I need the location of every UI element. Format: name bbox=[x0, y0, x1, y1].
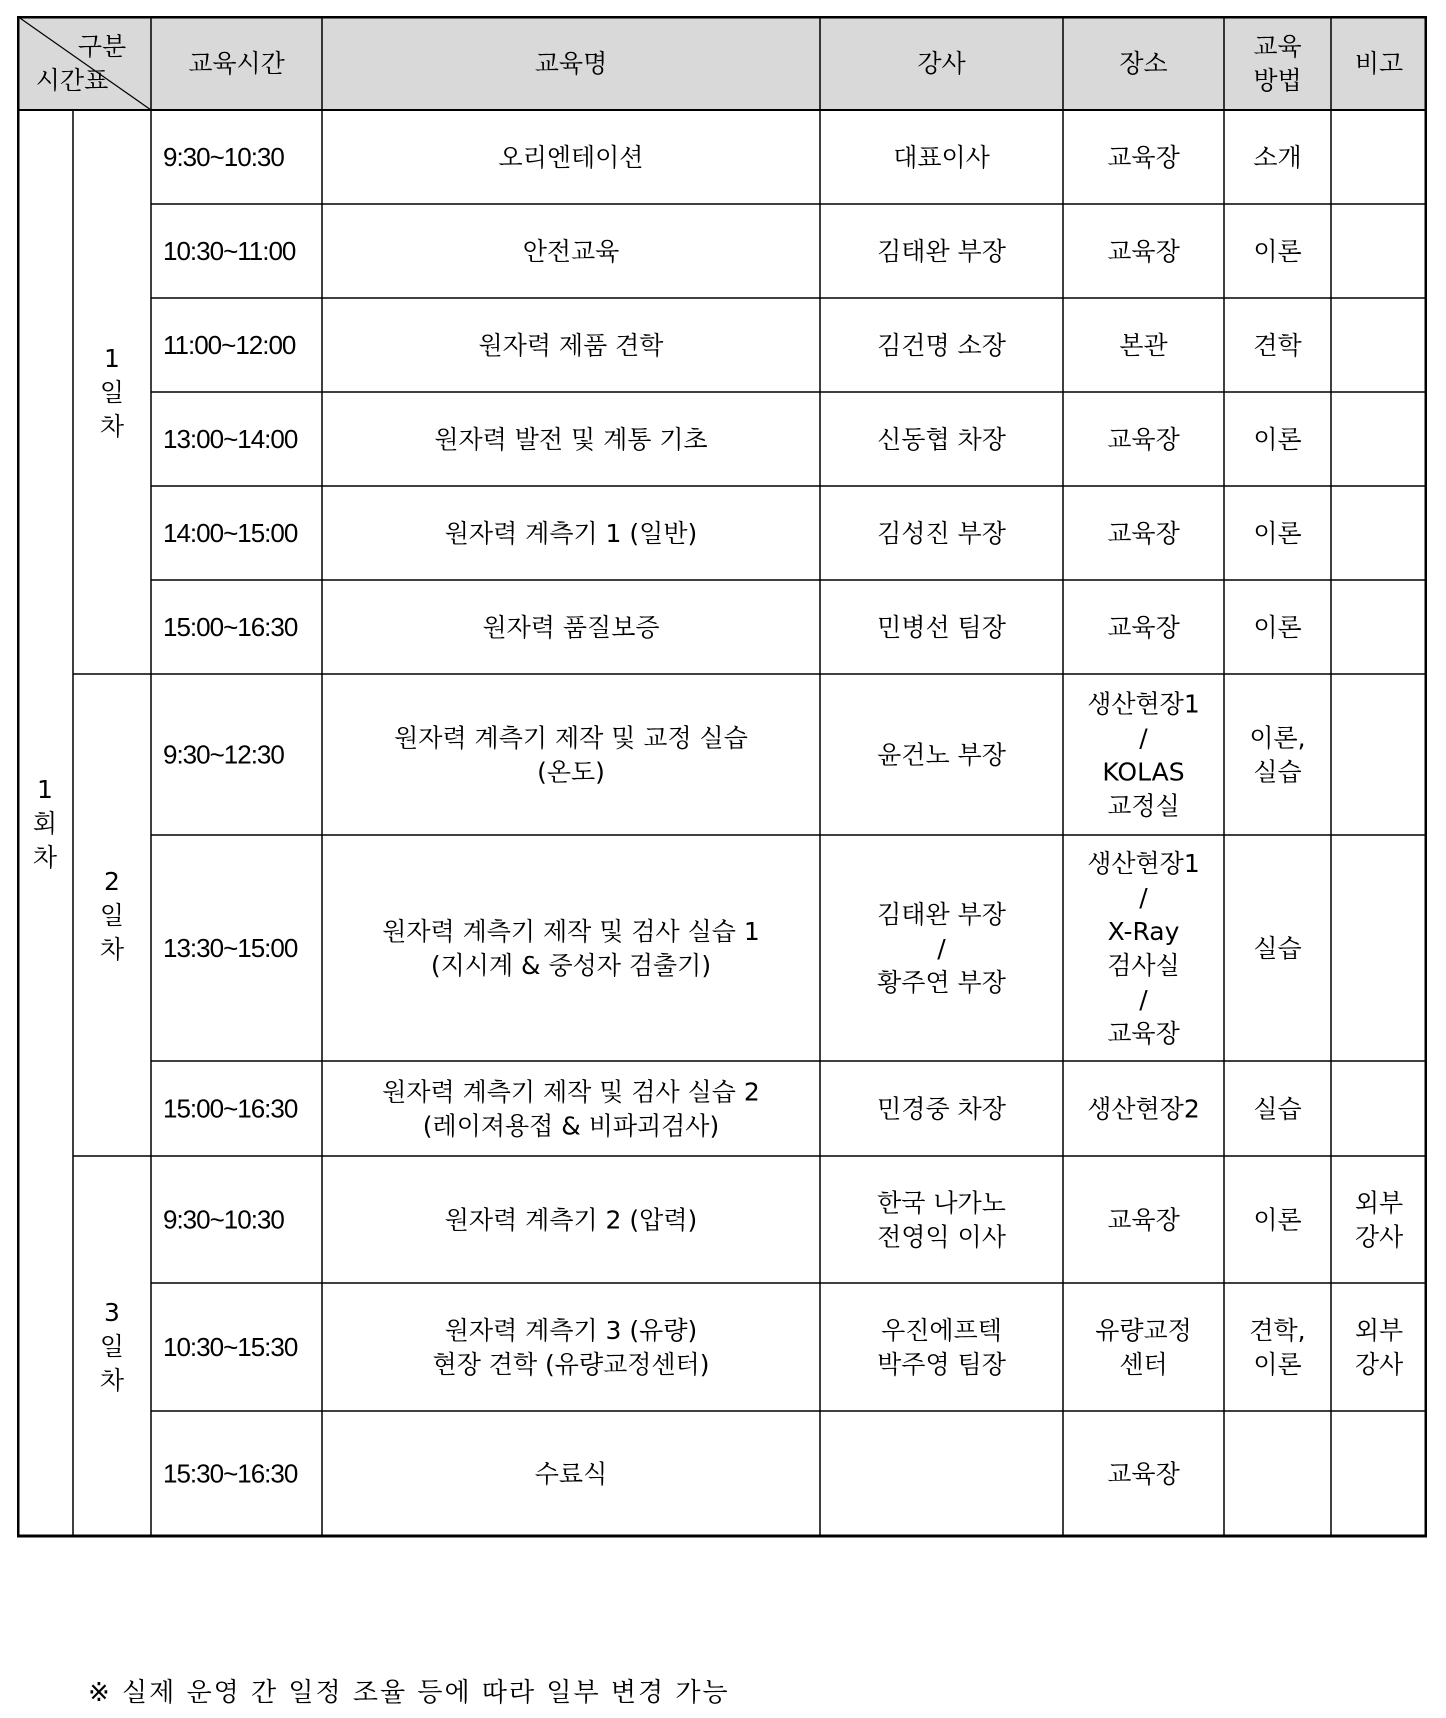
course-cell: 수료식 bbox=[534, 1459, 608, 1489]
place-cell: 교육장 bbox=[1107, 237, 1180, 266]
time-cell: 9:30~10:30 bbox=[163, 1204, 284, 1235]
day-label: 3 일 차 bbox=[99, 1298, 125, 1395]
place-cell: 교육장 bbox=[1107, 519, 1180, 548]
method-cell: 이론 bbox=[1253, 1205, 1302, 1235]
course-cell: 원자력 계측기 2 (압력) bbox=[444, 1205, 698, 1235]
instructor-cell: 김태완 부장 bbox=[877, 237, 1006, 266]
course-cell: 안전교육 bbox=[522, 237, 620, 266]
remark-cell: 외부 강사 bbox=[1354, 1316, 1404, 1379]
instructor-cell: 신동협 차장 bbox=[877, 425, 1006, 454]
place-cell: 교육장 bbox=[1107, 1205, 1180, 1235]
session-label: 1 회 차 bbox=[32, 775, 58, 872]
course-cell: 원자력 계측기 제작 및 교정 실습 (온도) bbox=[394, 723, 748, 787]
method-cell: 견학, 이론 bbox=[1249, 1316, 1306, 1379]
header-instructor: 강사 bbox=[917, 49, 966, 78]
course-cell: 원자력 발전 및 계통 기초 bbox=[434, 425, 708, 454]
time-cell: 9:30~10:30 bbox=[163, 142, 284, 172]
course-cell: 원자력 제품 견학 bbox=[478, 331, 664, 360]
instructor-cell: 김건명 소장 bbox=[877, 331, 1006, 360]
time-cell: 13:30~15:00 bbox=[163, 933, 298, 963]
instructor-cell: 윤건노 부장 bbox=[877, 740, 1006, 770]
time-cell: 14:00~15:00 bbox=[163, 518, 298, 548]
course-cell: 원자력 품질보증 bbox=[482, 613, 660, 642]
method-cell: 이론 bbox=[1253, 613, 1302, 642]
course-cell: 오리엔테이션 bbox=[498, 143, 644, 172]
instructor-cell: 대표이사 bbox=[893, 143, 990, 172]
instructor-cell: 김태완 부장 / 황주연 부장 bbox=[877, 900, 1006, 997]
instructor-cell: 김성진 부장 bbox=[877, 519, 1006, 548]
header-course: 교육명 bbox=[534, 49, 608, 78]
place-cell: 유량교정 센터 bbox=[1095, 1316, 1192, 1379]
footnote: ※ 실제 운영 간 일정 조율 등에 따라 일부 변경 가능 bbox=[88, 1678, 730, 1708]
time-cell: 15:30~16:30 bbox=[163, 1458, 298, 1489]
time-cell: 15:00~16:30 bbox=[163, 612, 298, 642]
remark-cell: 외부 강사 bbox=[1354, 1188, 1404, 1252]
method-cell: 이론 bbox=[1253, 425, 1302, 454]
method-cell: 실습 bbox=[1253, 934, 1302, 963]
header-place: 장소 bbox=[1119, 49, 1168, 78]
place-cell: 교육장 bbox=[1107, 1459, 1180, 1489]
place-cell: 생산현장2 bbox=[1087, 1094, 1200, 1124]
place-cell: 교육장 bbox=[1107, 613, 1180, 642]
place-cell: 교육장 bbox=[1107, 425, 1180, 454]
method-cell: 이론 bbox=[1253, 237, 1302, 266]
instructor-cell: 민경중 차장 bbox=[877, 1094, 1006, 1124]
time-cell: 13:00~14:00 bbox=[163, 424, 298, 454]
time-cell: 15:00~16:30 bbox=[163, 1093, 298, 1124]
course-cell: 원자력 계측기 3 (유량) 현장 견학 (유량교정센터) bbox=[432, 1316, 710, 1379]
place-cell: 생산현장1 / KOLAS 교정실 bbox=[1087, 689, 1200, 821]
schedule-grid bbox=[17, 16, 1427, 1666]
place-cell: 교육장 bbox=[1107, 143, 1180, 172]
method-cell: 이론, 실습 bbox=[1249, 723, 1306, 787]
day-label: 1 일 차 bbox=[99, 344, 125, 441]
header-method: 교육 방법 bbox=[1253, 32, 1302, 95]
header-corner-category: 구분 bbox=[77, 32, 127, 61]
instructor-cell: 우진에프텍 박주영 팀장 bbox=[877, 1316, 1006, 1379]
schedule-table bbox=[17, 16, 1427, 1666]
header-corner-timetable: 시간표 bbox=[35, 66, 109, 95]
method-cell: 이론 bbox=[1253, 519, 1302, 548]
time-cell: 11:00~12:00 bbox=[163, 330, 296, 360]
instructor-cell: 민병선 팀장 bbox=[877, 613, 1006, 642]
place-cell: 본관 bbox=[1119, 331, 1168, 360]
header-remark: 비고 bbox=[1354, 49, 1404, 78]
time-cell: 10:30~11:00 bbox=[163, 236, 296, 266]
method-cell: 소개 bbox=[1253, 143, 1302, 172]
time-cell: 9:30~12:30 bbox=[163, 739, 284, 770]
method-cell: 견학 bbox=[1253, 331, 1302, 360]
time-cell: 10:30~15:30 bbox=[163, 1332, 298, 1362]
instructor-cell: 한국 나가노 전영익 이사 bbox=[877, 1188, 1006, 1252]
place-cell: 생산현장1 / X-Ray 검사실 / 교육장 bbox=[1087, 849, 1200, 1048]
day-label: 2 일 차 bbox=[99, 867, 125, 964]
header-time: 교육시간 bbox=[188, 49, 285, 78]
course-cell: 원자력 계측기 제작 및 검사 실습 1 (지시계 & 중성자 검출기) bbox=[382, 917, 760, 980]
method-cell: 실습 bbox=[1253, 1094, 1302, 1124]
course-cell: 원자력 계측기 제작 및 검사 실습 2 (레이져용접 & 비파괴검사) bbox=[382, 1077, 760, 1141]
course-cell: 원자력 계측기 1 (일반) bbox=[444, 519, 698, 548]
